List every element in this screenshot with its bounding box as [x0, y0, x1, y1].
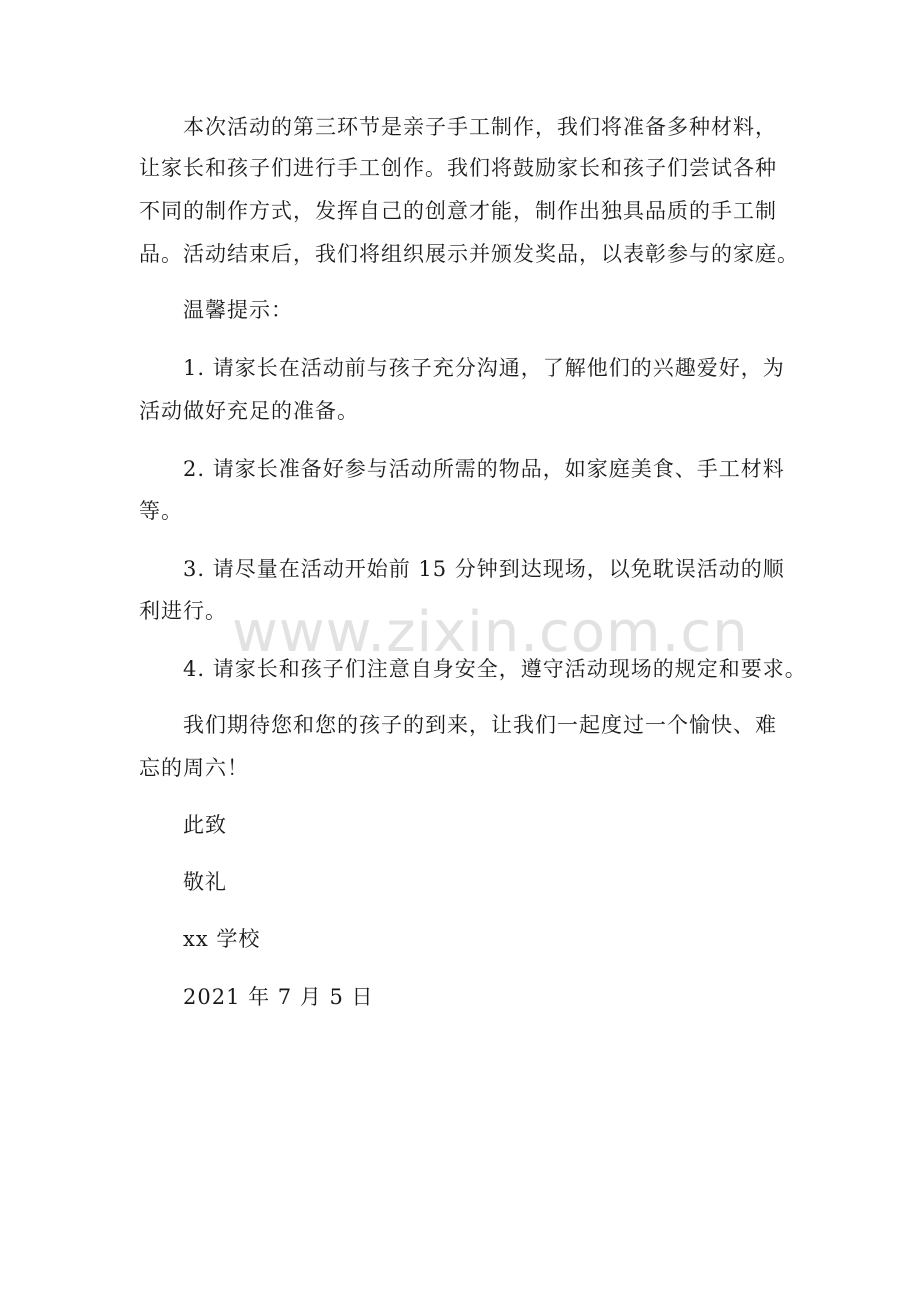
tip-item-3: 3. 请尽量在活动开始前 15 分钟到达现场，以免耽误活动的顺 [183, 557, 785, 581]
watermark-text: www.zixin.com.cn [232, 600, 749, 665]
paragraph-line: 不同的制作方式，发挥自己的创意才能，制作出独具品质的手工制 [139, 199, 777, 223]
salutation-ci-zhi: 此致 [183, 813, 227, 837]
tips-heading: 温馨提示： [183, 298, 293, 322]
tip-item-1-cont: 活动做好充足的准备。 [139, 399, 359, 423]
tip-item-1: 1. 请家长在活动前与孩子充分沟通，了解他们的兴趣爱好，为 [183, 356, 785, 380]
date: 2021 年 7 月 5 日 [183, 985, 374, 1009]
tip-item-2: 2. 请家长准备好参与活动所需的物品，如家庭美食、手工材料 [183, 457, 785, 481]
closing-line-cont: 忘的周六！ [139, 756, 249, 780]
salutation-jing-li: 敬礼 [183, 870, 227, 894]
tip-item-3-cont: 利进行。 [139, 599, 227, 623]
tip-item-4: 4. 请家长和孩子们注意自身安全，遵守活动现场的规定和要求。 [183, 657, 807, 681]
paragraph-line: 让家长和孩子们进行手工创作。我们将鼓励家长和孩子们尝试各种 [139, 156, 777, 180]
paragraph-line: 品。活动结束后，我们将组织展示并颁发奖品，以表彰参与的家庭。 [139, 242, 799, 266]
closing-line: 我们期待您和您的孩子的到来，让我们一起度过一个愉快、难 [183, 713, 777, 737]
tip-item-2-cont: 等。 [139, 499, 183, 523]
paragraph-line: 本次活动的第三环节是亲子手工制作，我们将准备多种材料， [183, 115, 777, 139]
signature: xx 学校 [183, 927, 261, 951]
